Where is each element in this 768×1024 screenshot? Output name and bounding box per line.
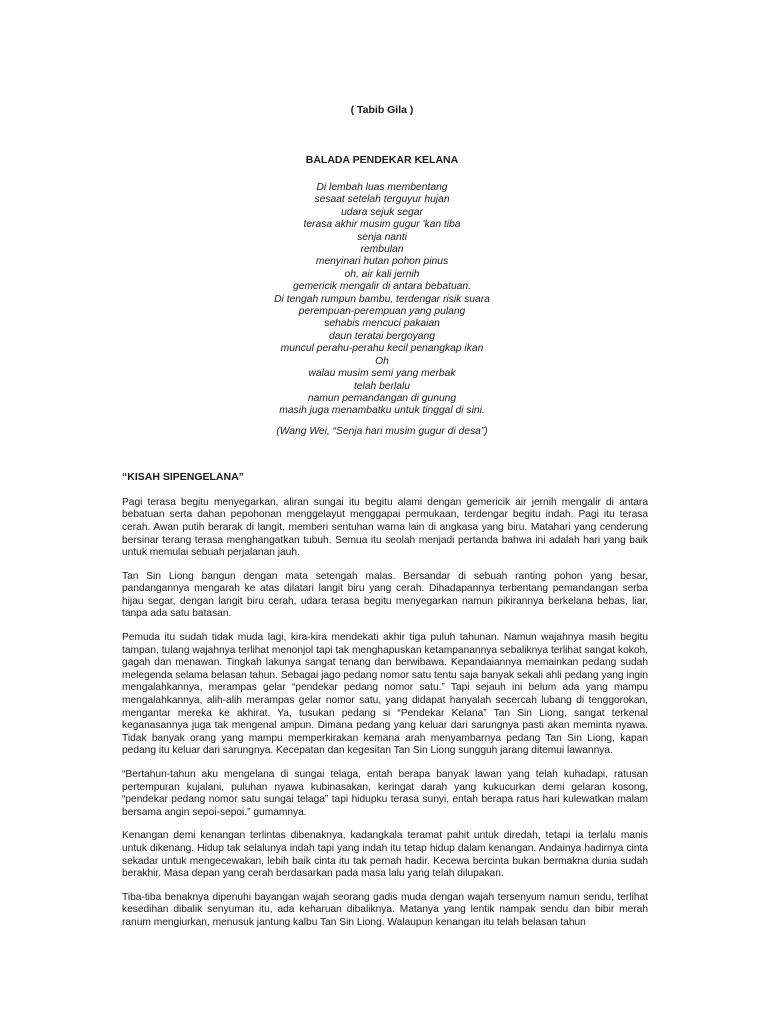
- poem-line: namun pemandangan di gunung: [307, 392, 457, 404]
- poem-line: Oh: [375, 355, 389, 367]
- story-paragraph: Pemuda itu sudah tidak muda lagi, kira-kira mendekati akhir tiga puluh tahunan. Namun wajahnya masih begitu tampan, tulang wajahnya terlihat menonjol tapi tak menghapuskan ketampanannya sebaliknya terlihat sangat kokoh, gagah dan menawan. Tingkah lakunya sangat tenang dan berwibawa. Kepandaiannya memainkan pedang sudah melegenda selama belasan tahun. Sebagai jago pedang nomor satu tentu saja banyak sekali ahli pedang yang ingin mengalahkannya, merampas gelar “pendekar pedang nomor satu.” Tapi sejauh ini belum ada yang mampu mengalahkannya, alih-alih merampas gelar nomor satu, yang didapat hanyalah secercah lubang di tenggorokan, mengantar mereka ke akhirat. Ya, tusukan pedang si “Pendekar Kelana” Tan Sin Liong, sangat terkenal keganasannya juga tak mengenal ampun. Dimana pedang yang keluar dari sarungnya pasti akan meminta nyawa. Tidak banyak orang yang mampu memperkirakan kemana arah menyambarnya pedang Tan Sin Liong, kapan pedang itu keluar dari sarungnya. Kecepatan dan kegesitan Tan Sin Liong sungguh jarang ditemui lawannya.: [122, 632, 648, 757]
- poem-line: telah berlalu: [353, 380, 411, 392]
- poem-line: oh, air kali jernih: [344, 268, 420, 280]
- poem: [116, 182, 648, 418]
- poem-line: udara sejuk segar: [341, 206, 423, 218]
- poem-line: walau musim semi yang merbak: [308, 368, 456, 380]
- poem-line: menyinari hutan pohon pinus: [315, 256, 449, 268]
- poem-title: BALADA PENDEKAR KELANA: [305, 154, 459, 166]
- story-paragraph: Tan Sin Liong bangun dengan mata setengah malas. Bersandar di sebuah ranting pohon yang besar, pandangannya mengarah ke atas dilatari langit biru yang cerah. Dihadapannya terbentang pemandangan serba hijau segar, dengan langit biru cerah, udara terasa begitu menyegarkan namun pikirannya berkelana bebas, liar, tanpa ada satu batasan.: [122, 570, 648, 620]
- story-paragraph: Pagi terasa begitu menyegarkan, aliran sungai itu begitu alami dengan gemericik air jernih mengalir di antara bebatuan serta dahan pepohonan menggelayut menggapai permukaan, terdengar begitu indah. Pagi itu terasa cerah. Awan putih berarak di langit, memberi sentuhan warna lain di angkasa yang biru. Matahari yang cenderung bersinar terang terasa menghangatkan tubuh. Semua itu seolah menjadi pertanda bahwa ini adalah hari yang baik untuk memulai sebuah perjalanan jauh.: [122, 496, 648, 559]
- poem-citation: (Wang Wei, “Senja hari musim gugur di desa”): [276, 425, 488, 437]
- section-title: “KISAH SIPENGELANA”: [122, 470, 244, 483]
- story-paragraph: Kenangan demi kenangan terlintas dibenaknya, kadangkala teramat pahit untuk diredah, tetapi ia terlalu manis untuk dikenang. Hidup tak selalunya indah tapi yang indah itu tetap hidup dalam kenangan. Andainya hadirnya cinta sekadar untuk mengecewakan, lebih baik cinta itu tak pernah hadir. Kecewa bercinta bukan bermakna dunia sudah berakhir. Masa depan yang cerah berdasarkan pada masa lalu yang telah dilupakan.: [122, 830, 648, 880]
- poem-line: gemericik mengalir di antara bebatuan.: [292, 281, 471, 293]
- poem-line: Di lembah luas membentang: [316, 182, 448, 193]
- story-paragraph: Tiba-tiba benaknya dipenuhi bayangan wajah seorang gadis muda dengan wajah tersenyum namun sendu, terlihat kesedihan dibalik senyuman itu, ada keharuan dibaliknya. Matanya yang lentik nampak sendu dan bibir merah ranum mengiurkan, menusuk jantung kalbu Tan Sin Liong. Walaupun kenangan itu telah belasan tahun: [122, 891, 648, 928]
- poem-line: senja nanti: [357, 231, 407, 243]
- poem-line: Di tengah rumpun bambu, terdengar risik suara: [274, 293, 490, 305]
- poem-line: perempuan-perempuan yang pulang: [298, 306, 466, 318]
- author-credit: ( Tabib Gila ): [350, 104, 414, 116]
- poem-line: terasa akhir musim gugur 'kan tiba: [303, 219, 461, 231]
- poem-line: sesaat setelah terguyur hujan: [314, 194, 450, 206]
- poem-line: masih juga menambatku untuk tinggal di sini.: [279, 405, 485, 417]
- poem-line: daun teratai bergoyang: [329, 330, 435, 342]
- story-paragraph: “Bertahun-tahun aku mengelana di sungai telaga, entah berapa banyak lawan yang telah kuhadapi, ratusan pertempuran kujalani, puluhan nyawa kubinasakan, keringat darah yang kukucurkan demi gelaran kosong, “pendekar pedang nomor satu sungai telaga” tapi hidupku terasa sunyi, entah berapa ratus hari kulewatkan malam bersama angin sepoi-sepoi.” gumamnya.: [122, 769, 648, 818]
- poem-line: muncul perahu-perahu kecil penangkap ikan: [280, 343, 484, 355]
- poem-line: rembulan: [360, 244, 404, 256]
- poem-line: sehabis mencuci pakaian: [324, 318, 440, 330]
